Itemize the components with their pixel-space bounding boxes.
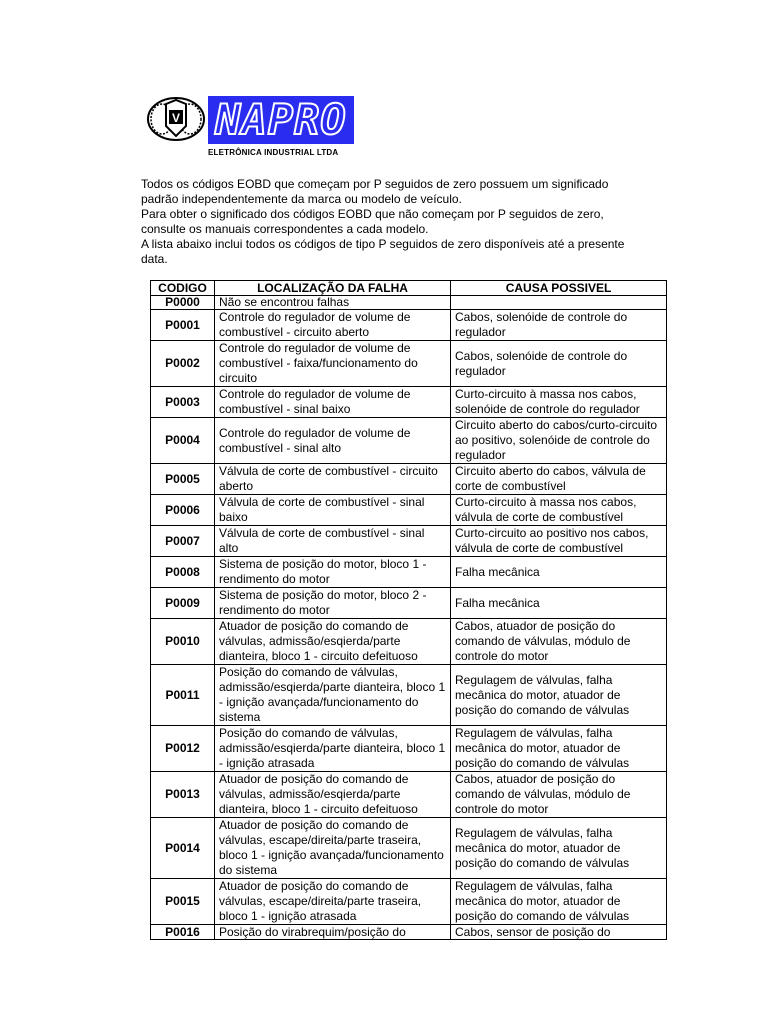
row-cause: Regulagem de válvulas, falha mecânica do motor, atuador de posição do comando de válvulas [451, 726, 667, 772]
row-code: P0006 [151, 495, 215, 526]
header-cause: CAUSA POSSIVEL [451, 281, 667, 296]
intro-line-1: Todos os códigos EOBD que começam por P seguidos de zero possuem um significado padrão independentemente da marca ou modelo de veículo. [141, 177, 609, 206]
table-row [151, 772, 667, 818]
company-logo [146, 96, 376, 162]
row-cause: Cabos, atuador de posição do comando de válvulas, módulo de controle do motor [451, 772, 667, 818]
table-row [151, 387, 667, 418]
header-code: CODIGO [151, 281, 215, 296]
row-code: P0004 [151, 418, 215, 464]
row-cause: Curto-circuito à massa nos cabos, solenóide de controle do regulador [451, 387, 667, 418]
row-code: P0015 [151, 879, 215, 925]
row-code: P0012 [151, 726, 215, 772]
row-location: Atuador de posição do comando de válvulas, escape/direita/parte traseira, bloco 1 - ignição avançada/funcionamento do sistema [215, 818, 451, 879]
napro-emblem-icon [146, 96, 206, 142]
row-cause: Regulagem de válvulas, falha mecânica do motor, atuador de posição do comando de válvulas [451, 665, 667, 726]
table-row [151, 619, 667, 665]
table-row [151, 818, 667, 879]
row-cause: Curto-circuito à massa nos cabos, válvula de corte de combustível [451, 495, 667, 526]
row-cause: Circuito aberto do cabos/curto-circuito ao positivo, solenóide de controle do regulador [451, 418, 667, 464]
row-location: Válvula de corte de combustível - circuito aberto [215, 464, 451, 495]
table-header-row [151, 281, 667, 296]
intro-line-2: Para obter o significado dos códigos EOBD que não começam por P seguidos de zero, consulte os manuais correspondentes a cada modelo. [141, 207, 604, 236]
table-row [151, 925, 667, 940]
row-location: Controle do regulador de volume de combustível - sinal baixo [215, 387, 451, 418]
row-location: Controle do regulador de volume de combustível - circuito aberto [215, 310, 451, 341]
row-cause: Cabos, atuador de posição do comando de válvulas, módulo de controle do motor [451, 619, 667, 665]
row-code: P0000 [151, 296, 215, 310]
brand-box [208, 96, 354, 144]
row-location: Sistema de posição do motor, bloco 1 - rendimento do motor [215, 557, 451, 588]
row-code: P0010 [151, 619, 215, 665]
row-location: Posição do comando de válvulas, admissão/esqierda/parte dianteira, bloco 1 - ignição avançada/funcionamento do sistema [215, 665, 451, 726]
row-code: P0016 [151, 925, 215, 940]
row-location: Sistema de posição do motor, bloco 2 - rendimento do motor [215, 588, 451, 619]
row-cause: Falha mecânica [451, 588, 667, 619]
table-row [151, 341, 667, 387]
company-tagline: ELETRÔNICA INDUSTRIAL LTDA [208, 148, 339, 157]
row-location: Válvula de corte de combustível - sinal alto [215, 526, 451, 557]
table-row [151, 418, 667, 464]
row-cause: Regulagem de válvulas, falha mecânica do motor, atuador de posição do comando de válvulas [451, 818, 667, 879]
table-row [151, 726, 667, 772]
table-row [151, 665, 667, 726]
row-cause: Cabos, sensor de posição do [451, 925, 667, 940]
table-row [151, 464, 667, 495]
row-cause: Cabos, solenóide de controle do regulador [451, 341, 667, 387]
table-row [151, 495, 667, 526]
row-cause: Regulagem de válvulas, falha mecânica do motor, atuador de posição do comando de válvulas [451, 879, 667, 925]
row-cause: Cabos, solenóide de controle do regulador [451, 310, 667, 341]
row-location: Atuador de posição do comando de válvulas, admissão/esqierda/parte dianteira, bloco 1 - circuito defeituoso [215, 772, 451, 818]
row-cause: Falha mecânica [451, 557, 667, 588]
table-row [151, 310, 667, 341]
row-cause [451, 296, 667, 310]
row-location: Posição do virabrequim/posição do [215, 925, 451, 940]
emblem-letter: V [171, 111, 181, 125]
table-row [151, 526, 667, 557]
brand-name: NAPRO [215, 95, 347, 144]
intro-line-3: A lista abaixo inclui todos os códigos de tipo P seguidos de zero disponíveis até a presente data. [141, 237, 625, 266]
table-row [151, 588, 667, 619]
row-location: Posição do comando de válvulas, admissão/esqierda/parte dianteira, bloco 1 - ignição atrasada [215, 726, 451, 772]
header-location: LOCALIZAÇÃO DA FALHA [215, 281, 451, 296]
intro-text [141, 177, 641, 267]
row-code: P0011 [151, 665, 215, 726]
table-row [151, 557, 667, 588]
row-location: Atuador de posição do comando de válvulas, admissão/esqierda/parte dianteira, bloco 1 - circuito defeituoso [215, 619, 451, 665]
row-code: P0013 [151, 772, 215, 818]
row-code: P0001 [151, 310, 215, 341]
row-code: P0002 [151, 341, 215, 387]
eobd-codes-table [150, 280, 667, 940]
row-code: P0007 [151, 526, 215, 557]
row-code: P0008 [151, 557, 215, 588]
row-location: Controle do regulador de volume de combustível - sinal alto [215, 418, 451, 464]
table-row [151, 879, 667, 925]
table-row [151, 296, 667, 310]
row-code: P0009 [151, 588, 215, 619]
row-location: Válvula de corte de combustível - sinal baixo [215, 495, 451, 526]
row-code: P0005 [151, 464, 215, 495]
row-code: P0014 [151, 818, 215, 879]
row-location: Controle do regulador de volume de combustível - faixa/funcionamento do circuito [215, 341, 451, 387]
row-location: Não se encontrou falhas [215, 296, 451, 310]
row-location: Atuador de posição do comando de válvulas, escape/direita/parte traseira, bloco 1 - ignição atrasada [215, 879, 451, 925]
row-code: P0003 [151, 387, 215, 418]
row-cause: Circuito aberto do cabos, válvula de corte de combustível [451, 464, 667, 495]
row-cause: Curto-circuito ao positivo nos cabos, válvula de corte de combustível [451, 526, 667, 557]
